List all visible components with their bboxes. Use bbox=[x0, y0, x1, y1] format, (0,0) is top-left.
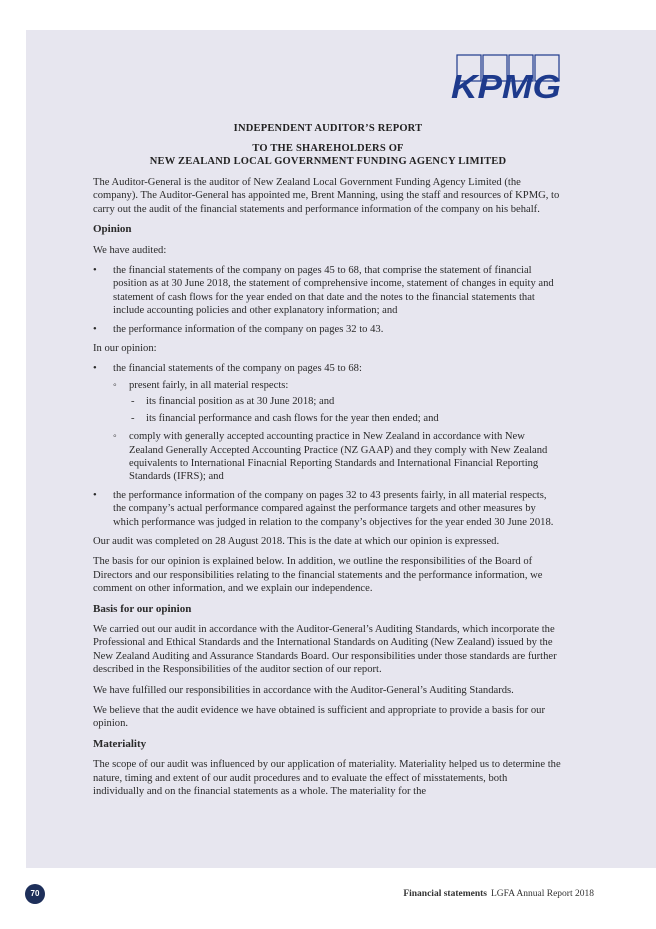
basis-paragraph-1: We carried out our audit in accordance with the Auditor-General’s Auditing Standards, which incorporate the Professional and Ethical Standards and the International Standards on Auditing (New Zealand) issued by the New Zealand Auditing and Assurance Standards Board. Our responsibilities under those standards are further described in the Responsibilities of the auditor section of our report. bbox=[93, 623, 557, 676]
report-company: NEW ZEALAND LOCAL GOVERNMENT FUNDING AGENCY LIMITED bbox=[149, 156, 507, 167]
footer-report: LGFA Annual Report 2018 bbox=[490, 889, 594, 899]
audited-intro: We have audited: bbox=[93, 244, 167, 256]
opinion-list bbox=[93, 362, 561, 528]
basis-heading: Basis for our opinion bbox=[93, 602, 192, 615]
list-item: • the performance information of the company on pages 32 to 43 presents fairly, in all material respects, the company’s actual performance compared against the performance targets and other measures by which performance was judged in relation to the company’s objectives for the year ended 30 June 2018. bbox=[93, 489, 561, 529]
kpmg-logo bbox=[448, 54, 562, 104]
list-item bbox=[113, 379, 561, 425]
audited-list bbox=[93, 264, 561, 336]
fs-sublist bbox=[113, 379, 561, 484]
report-body bbox=[93, 176, 561, 805]
completed-paragraph: Our audit was completed on 28 August 2018. This is the date at which our opinion is expressed. bbox=[93, 535, 500, 547]
in-opinion-text: In our opinion: bbox=[93, 343, 157, 355]
materiality-heading: Materiality bbox=[93, 737, 147, 750]
opinion-heading: Opinion bbox=[93, 223, 132, 236]
report-addressee: TO THE SHAREHOLDERS OF bbox=[252, 143, 404, 154]
intro-paragraph: The Auditor-General is the auditor of New Zealand Local Government Funding Agency Limited (the company). The Auditor-General has appointed me, Brent Manning, using the staff and resources of KPMG, to carry out the audit of the financial statements and performance information of the company on his behalf. bbox=[93, 177, 560, 215]
list-item: - its financial performance and cash flows for the year then ended; and bbox=[129, 412, 561, 425]
fs-sub1-list bbox=[129, 395, 561, 425]
list-item bbox=[93, 362, 561, 483]
fs-item-text: the financial statements of the company on pages 45 to 68: bbox=[113, 363, 362, 375]
page-number-badge: 70 bbox=[25, 884, 45, 904]
basis-paragraph-3: We believe that the audit evidence we have obtained is sufficient and appropriate to provide a basis for our opinion. bbox=[93, 705, 545, 730]
footer bbox=[403, 889, 594, 899]
list-item: • the financial statements of the company on pages 45 to 68, that comprise the statement of financial position as at 30 June 2018, the statement of comprehensive income, statement of changes in equity and statement of cash flows for the year ended on that date and the notes to the financial statements that include accounting policies and other explanatory information; and bbox=[93, 264, 561, 318]
materiality-paragraph: The scope of our audit was influenced by our application of materiality. Materiality helped us to determine the nature, timing and extent of our audit procedures and to evaluate the effect of misstatements, both individually and on the financial statements as a whole. The materiality for the bbox=[93, 759, 561, 798]
list-item: ◦ comply with generally accepted accounting practice in New Zealand in accordance with New Zealand Generally Accepted Accounting Practice (NZ GAAP) and they comply with New Zealand equivalents to International Finacnial Reporting Standards and International Financial Reporting Standards (IFRS); and bbox=[113, 430, 561, 484]
report-title: INDEPENDENT AUDITOR’S REPORT bbox=[233, 123, 423, 134]
list-item: • the performance information of the company on pages 32 to 43. bbox=[93, 323, 561, 336]
kpmg-logo-text: KPMG bbox=[451, 68, 561, 104]
list-item: - its financial position as at 30 June 2018; and bbox=[129, 395, 561, 408]
footer-section: Financial statements bbox=[403, 889, 487, 899]
fs-sub1-text: present fairly, in all material respects: bbox=[129, 379, 289, 391]
basis-explained-paragraph: The basis for our opinion is explained below. In addition, we outline the responsibilities of the Board of Directors and our responsibilities relating to the financial statements and the performance information, we comment on other information, and we explain our independence. bbox=[93, 556, 543, 595]
basis-paragraph-2: We have fulfilled our responsibilities in accordance with the Auditor-General’s Auditing Standards. bbox=[93, 684, 514, 696]
